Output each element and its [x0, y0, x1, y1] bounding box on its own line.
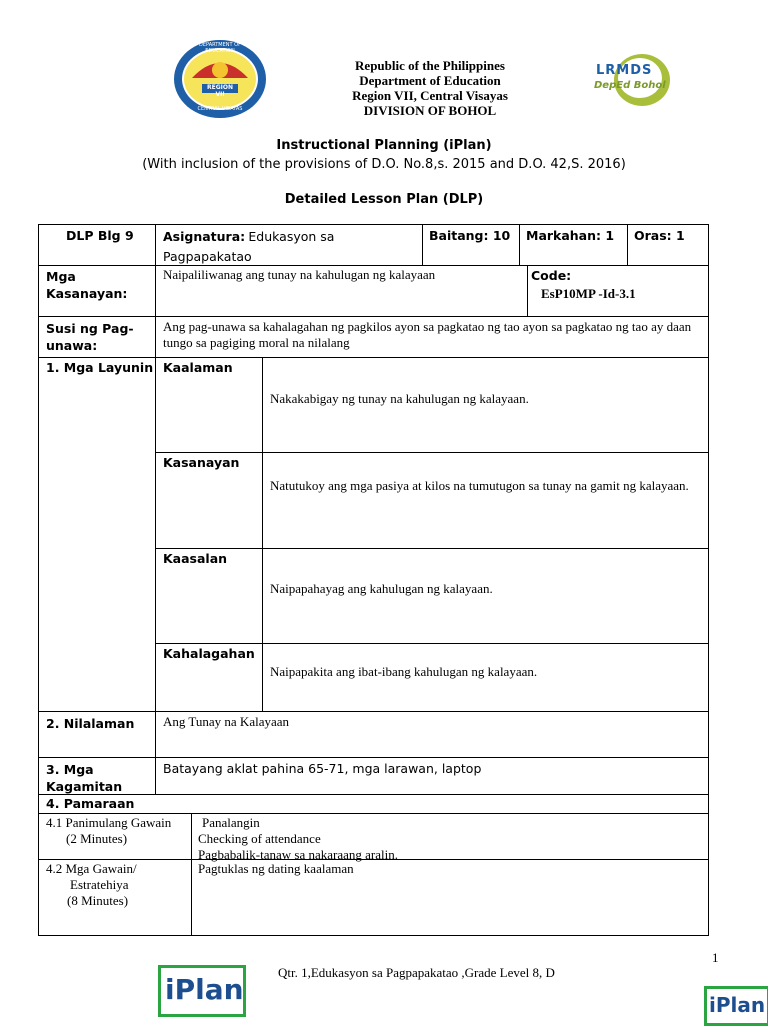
col-divider: [527, 265, 528, 317]
skills-value: Natutukoy ang mga pasiya at kilos na tumutugon sa tunay na gamit ng kalayaan.: [270, 478, 689, 493]
seal-top-text: DEPARTMENT OF EDUCATION: [199, 42, 241, 54]
lrmds-logo-subtitle: DepEd Bohol: [594, 80, 666, 91]
seal-band-text: REGION VII: [207, 84, 233, 98]
content-value: Ang Tunay na Kalayaan: [163, 714, 290, 729]
step2-title-cont: Estratehiya: [70, 877, 129, 892]
competency-label: Mga Kasanayan:: [46, 269, 128, 301]
plan-title: Instructional Planning (iPlan): [276, 138, 492, 153]
header-line-region: Region VII, Central Visayas: [352, 88, 508, 103]
code-label: Code:: [531, 268, 572, 283]
duration: Oras: 1: [634, 228, 685, 243]
step1-time: (2 Minutes): [66, 831, 128, 846]
row-divider: [155, 452, 709, 453]
materials-value: Batayang aklat pahina 65-71, mga larawan, laptop: [163, 761, 482, 776]
row-divider: [38, 711, 709, 712]
plan-subtitle: (With inclusion of the provisions of D.O. No.8,s. 2015 and D.O. 42,S. 2016): [142, 157, 626, 172]
row-divider: [38, 757, 709, 758]
document-header: [280, 58, 580, 118]
subject-cell: [163, 227, 418, 267]
quarter: Markahan: 1: [526, 228, 615, 243]
step2-title: 4.2 Mga Gawain/: [46, 861, 137, 876]
row-divider: [155, 643, 709, 644]
step2-time: (8 Minutes): [67, 893, 129, 908]
table-border-top: [38, 224, 709, 225]
header-line-division: DIVISION OF BOHOL: [363, 103, 497, 118]
step1-title: 4.1 Panimulang Gawain: [46, 815, 172, 830]
competency-value: Naipaliliwanag ang tunay na kahulugan ng kalayaan: [163, 267, 436, 282]
iplan-logo-right: [704, 986, 768, 1026]
values-value: Naipapakita ang ibat-ibang kahulugan ng kalayaan.: [270, 664, 538, 679]
table-border-right: [708, 224, 709, 936]
code-value: EsP10MP -Id-3.1: [541, 286, 636, 301]
introductory-activity-label: [46, 815, 190, 847]
footer-text: Qtr. 1,Edukasyon sa Pagpapakatao ,Grade Level 8, D: [278, 965, 555, 980]
activities-strategies-content: [198, 861, 698, 877]
subject-value: Edukasyon sa Pagpapakatao: [163, 229, 335, 264]
col-divider: [191, 813, 192, 936]
table-border-left: [38, 224, 39, 936]
iplan-logo-text: iPlan: [165, 973, 244, 1006]
key-understanding-value: Ang pag-unawa sa kahalagahan ng pagkilos ayon sa pagkatao ng tao ayon sa pagkatao ng tao ay daan tungo sa pagiging moral na nilalang: [163, 319, 692, 350]
objectives-label: 1. Mga Layunin: [46, 360, 154, 375]
materials-label: 3. Mga Kagamitan: [46, 762, 123, 794]
subject-label: Asignatura:: [163, 229, 246, 244]
row-divider: [38, 357, 709, 358]
step2-activity: Pagtuklas ng dating kaalaman: [198, 861, 354, 876]
grade-level: Baitang: 10: [429, 228, 511, 243]
col-divider: [262, 357, 263, 712]
header-line-republic: Republic of the Philippines: [355, 58, 505, 73]
col-divider: [627, 224, 628, 266]
dlp-title: Detailed Lesson Plan (DLP): [284, 192, 484, 207]
step1-attendance: Checking of attendance: [198, 831, 321, 846]
iplan-logo-text: iPlan: [709, 993, 766, 1017]
row-divider: [38, 316, 709, 317]
table-border-bottom: [38, 935, 709, 936]
knowledge-value: Nakakabigay ng tunay na kahulugan ng kalayaan.: [270, 391, 529, 406]
col-divider: [519, 224, 520, 266]
seal-bottom-text: CENTRAL VISAYAS: [197, 106, 243, 112]
introductory-activity-content: [198, 815, 698, 863]
row-divider: [38, 813, 709, 814]
knowledge-label: Kaalaman: [163, 360, 233, 375]
step1-review: Pagbabalik-tanaw sa nakaraang aralin.: [198, 847, 398, 862]
activities-strategies-label: [46, 861, 190, 909]
col-divider: [155, 224, 156, 794]
attitude-value: Naipapahayag ang kahulugan ng kalayaan.: [270, 581, 493, 596]
step1-prayer: Panalangin: [202, 815, 260, 830]
page-number: 1: [712, 950, 719, 965]
attitude-label: Kaasalan: [163, 551, 228, 566]
iplan-logo-left: [158, 965, 246, 1017]
lrmds-logo-title: LRMDS: [596, 63, 653, 78]
values-label: Kahalagahan: [163, 646, 255, 661]
skills-label: Kasanayan: [163, 455, 240, 470]
dlp-number: DLP Blg 9: [66, 228, 134, 243]
procedure-label: 4. Pamaraan: [46, 796, 135, 811]
content-label: 2. Nilalaman: [46, 716, 135, 731]
row-divider: [155, 548, 709, 549]
key-understanding-label: Susi ng Pag-unawa:: [46, 321, 134, 353]
col-divider: [422, 224, 423, 266]
header-line-department: Department of Education: [359, 73, 501, 88]
